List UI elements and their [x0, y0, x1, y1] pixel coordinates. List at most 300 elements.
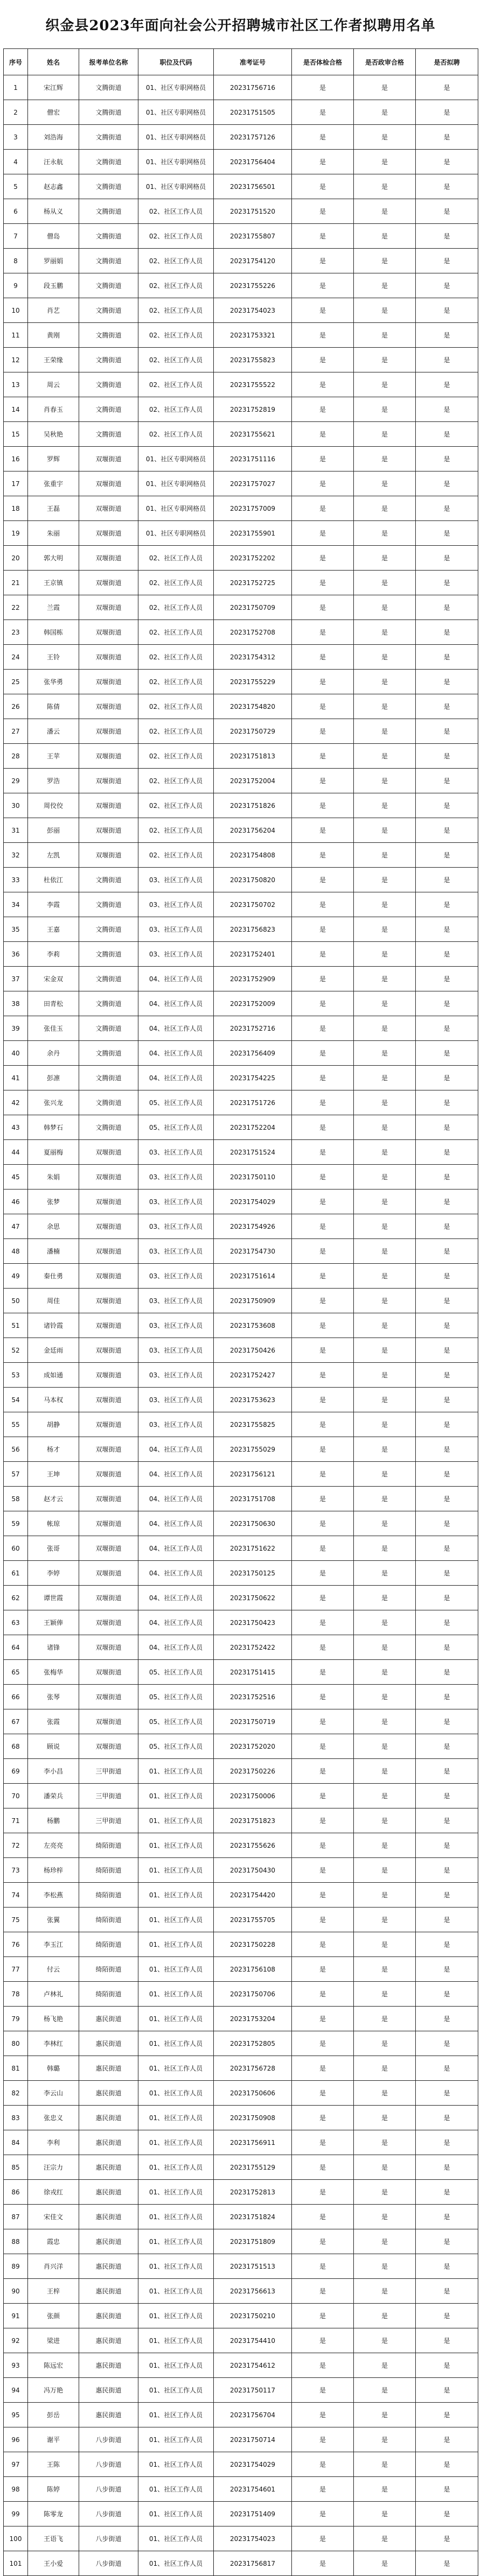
- cell-name: 陈倩: [28, 694, 79, 719]
- cell-political-passed: 是: [354, 1709, 416, 1734]
- cell-political-passed: 是: [354, 793, 416, 818]
- cell-political-passed: 是: [354, 521, 416, 546]
- cell-position: 01、社区工作人员: [138, 2180, 214, 2205]
- cell-to-be-hired: 是: [416, 348, 478, 372]
- cell-position: 02、社区工作人员: [138, 818, 214, 843]
- cell-to-be-hired: 是: [416, 1313, 478, 1338]
- cell-position: 04、社区工作人员: [138, 1066, 214, 1090]
- cell-name: 肖艺: [28, 298, 79, 323]
- cell-index: 66: [4, 1685, 28, 1709]
- cell-index: 82: [4, 2081, 28, 2106]
- cell-to-be-hired: 是: [416, 1957, 478, 1982]
- cell-unit: 双堰街道: [79, 1487, 138, 1511]
- cell-to-be-hired: 是: [416, 1190, 478, 1214]
- cell-exam-number: 20231757009: [214, 496, 292, 521]
- cell-unit: 八步街道: [79, 2502, 138, 2526]
- cell-political-passed: 是: [354, 1635, 416, 1660]
- cell-political-passed: 是: [354, 818, 416, 843]
- cell-medical-passed: 是: [292, 2180, 354, 2205]
- cell-medical-passed: 是: [292, 2551, 354, 2576]
- cell-unit: 双堰街道: [79, 1363, 138, 1388]
- table-row: [4, 1709, 478, 1734]
- cell-medical-passed: 是: [292, 1957, 354, 1982]
- cell-index: 31: [4, 818, 28, 843]
- cell-position: 05、社区工作人员: [138, 1660, 214, 1685]
- cell-exam-number: 20231755626: [214, 1833, 292, 1858]
- cell-exam-number: 20231752813: [214, 2180, 292, 2205]
- cell-position: 04、社区工作人员: [138, 967, 214, 991]
- cell-political-passed: 是: [354, 2551, 416, 2576]
- cell-political-passed: 是: [354, 100, 416, 125]
- cell-exam-number: 20231751622: [214, 1536, 292, 1561]
- cell-political-passed: 是: [354, 1214, 416, 1239]
- cell-medical-passed: 是: [292, 2205, 354, 2229]
- cell-unit: 文腾街道: [79, 273, 138, 298]
- cell-index: 59: [4, 1511, 28, 1536]
- cell-index: 33: [4, 868, 28, 892]
- cell-exam-number: 20231756817: [214, 2551, 292, 2576]
- cell-political-passed: 是: [354, 571, 416, 595]
- header-political-passed: 是否政审合格: [354, 49, 416, 75]
- cell-medical-passed: 是: [292, 1289, 354, 1313]
- cell-to-be-hired: 是: [416, 1709, 478, 1734]
- cell-political-passed: 是: [354, 843, 416, 868]
- cell-position: 01、社区工作人员: [138, 2106, 214, 2130]
- cell-exam-number: 20231756823: [214, 917, 292, 942]
- cell-unit: 惠民街道: [79, 2130, 138, 2155]
- cell-name: 左亮亮: [28, 1833, 79, 1858]
- cell-political-passed: 是: [354, 2353, 416, 2378]
- cell-index: 46: [4, 1190, 28, 1214]
- cell-medical-passed: 是: [292, 1214, 354, 1239]
- cell-name: 吴秋艳: [28, 422, 79, 447]
- table-row: [4, 75, 478, 100]
- cell-name: 胡静: [28, 1412, 79, 1437]
- cell-medical-passed: 是: [292, 793, 354, 818]
- header-exam-number: 准考证号: [214, 49, 292, 75]
- cell-position: 02、社区工作人员: [138, 670, 214, 694]
- cell-position: 01、社区工作人员: [138, 2155, 214, 2180]
- cell-name: 王陈: [28, 2452, 79, 2477]
- cell-unit: 双堰街道: [79, 1586, 138, 1610]
- cell-political-passed: 是: [354, 1388, 416, 1412]
- cell-index: 41: [4, 1066, 28, 1090]
- cell-exam-number: 20231750117: [214, 2378, 292, 2403]
- cell-name: 罗辉: [28, 447, 79, 471]
- cell-exam-number: 20231751415: [214, 1660, 292, 1685]
- table-row: [4, 1734, 478, 1759]
- table-row: [4, 100, 478, 125]
- cell-unit: 双堰街道: [79, 1165, 138, 1190]
- table-row: [4, 1115, 478, 1140]
- cell-to-be-hired: 是: [416, 1883, 478, 1908]
- cell-to-be-hired: 是: [416, 694, 478, 719]
- cell-name: 韩梦石: [28, 1115, 79, 1140]
- cell-name: 潘云: [28, 719, 79, 744]
- cell-exam-number: 20231754612: [214, 2353, 292, 2378]
- cell-index: 7: [4, 224, 28, 249]
- table-header-row: [4, 49, 478, 75]
- table-row: [4, 174, 478, 199]
- cell-political-passed: 是: [354, 2056, 416, 2081]
- cell-name: 张兴龙: [28, 1090, 79, 1115]
- hiring-list-table: [3, 48, 478, 2576]
- cell-to-be-hired: 是: [416, 1115, 478, 1140]
- cell-exam-number: 20231754029: [214, 2452, 292, 2477]
- cell-exam-number: 20231753204: [214, 2007, 292, 2031]
- cell-unit: 文腾街道: [79, 1041, 138, 1066]
- cell-to-be-hired: 是: [416, 298, 478, 323]
- cell-to-be-hired: 是: [416, 1685, 478, 1709]
- cell-unit: 双堰街道: [79, 1289, 138, 1313]
- cell-index: 78: [4, 1982, 28, 2007]
- cell-unit: 文腾街道: [79, 150, 138, 174]
- table-row: [4, 571, 478, 595]
- cell-political-passed: 是: [354, 1908, 416, 1932]
- cell-index: 71: [4, 1808, 28, 1833]
- cell-name: 李玉江: [28, 1932, 79, 1957]
- cell-to-be-hired: 是: [416, 249, 478, 273]
- cell-to-be-hired: 是: [416, 150, 478, 174]
- cell-position: 02、社区工作人员: [138, 397, 214, 422]
- cell-medical-passed: 是: [292, 1635, 354, 1660]
- cell-to-be-hired: 是: [416, 818, 478, 843]
- table-row: [4, 1759, 478, 1784]
- cell-unit: 文腾街道: [79, 174, 138, 199]
- cell-position: 03、社区工作人员: [138, 1313, 214, 1338]
- cell-to-be-hired: 是: [416, 2328, 478, 2353]
- cell-medical-passed: 是: [292, 1833, 354, 1858]
- cell-position: 05、社区工作人员: [138, 1734, 214, 1759]
- cell-medical-passed: 是: [292, 2130, 354, 2155]
- cell-name: 周佳: [28, 1289, 79, 1313]
- cell-to-be-hired: 是: [416, 2304, 478, 2328]
- cell-index: 56: [4, 1437, 28, 1462]
- cell-position: 03、社区工作人员: [138, 892, 214, 917]
- cell-index: 18: [4, 496, 28, 521]
- cell-unit: 双堰街道: [79, 1536, 138, 1561]
- table-row: [4, 2353, 478, 2378]
- cell-to-be-hired: 是: [416, 2106, 478, 2130]
- cell-exam-number: 20231755825: [214, 1412, 292, 1437]
- cell-unit: 文腾街道: [79, 1115, 138, 1140]
- cell-unit: 双堰街道: [79, 1412, 138, 1437]
- cell-position: 01、社区工作人员: [138, 2007, 214, 2031]
- cell-exam-number: 20231752427: [214, 1363, 292, 1388]
- cell-medical-passed: 是: [292, 2081, 354, 2106]
- cell-political-passed: 是: [354, 942, 416, 967]
- cell-political-passed: 是: [354, 1462, 416, 1487]
- cell-medical-passed: 是: [292, 2304, 354, 2328]
- cell-index: 70: [4, 1784, 28, 1808]
- cell-position: 01、社区工作人员: [138, 2205, 214, 2229]
- cell-exam-number: 20231755621: [214, 422, 292, 447]
- cell-exam-number: 20231754023: [214, 2526, 292, 2551]
- cell-name: 李云山: [28, 2081, 79, 2106]
- cell-position: 03、社区工作人员: [138, 1190, 214, 1214]
- cell-name: 潘楠: [28, 1239, 79, 1264]
- cell-name: 赵志鑫: [28, 174, 79, 199]
- cell-index: 64: [4, 1635, 28, 1660]
- cell-name: 陈零龙: [28, 2502, 79, 2526]
- cell-medical-passed: 是: [292, 620, 354, 645]
- cell-medical-passed: 是: [292, 224, 354, 249]
- cell-name: 李莉: [28, 942, 79, 967]
- cell-index: 69: [4, 1759, 28, 1784]
- cell-medical-passed: 是: [292, 2526, 354, 2551]
- cell-medical-passed: 是: [292, 1016, 354, 1041]
- cell-unit: 双堰街道: [79, 1437, 138, 1462]
- cell-unit: 双堰街道: [79, 1610, 138, 1635]
- cell-exam-number: 20231754225: [214, 1066, 292, 1090]
- cell-unit: 双堰街道: [79, 1685, 138, 1709]
- cell-index: 94: [4, 2378, 28, 2403]
- cell-to-be-hired: 是: [416, 372, 478, 397]
- cell-index: 21: [4, 571, 28, 595]
- cell-name: 李林红: [28, 2031, 79, 2056]
- cell-exam-number: 20231750719: [214, 1709, 292, 1734]
- cell-name: 汪宗力: [28, 2155, 79, 2180]
- cell-political-passed: 是: [354, 1511, 416, 1536]
- cell-name: 张颜: [28, 2304, 79, 2328]
- table-row: [4, 2155, 478, 2180]
- cell-unit: 双堰街道: [79, 694, 138, 719]
- cell-position: 01、社区工作人员: [138, 1932, 214, 1957]
- cell-position: 04、社区工作人员: [138, 1462, 214, 1487]
- cell-medical-passed: 是: [292, 1908, 354, 1932]
- cell-name: 马本权: [28, 1388, 79, 1412]
- cell-position: 04、社区工作人员: [138, 1561, 214, 1586]
- cell-political-passed: 是: [354, 1759, 416, 1784]
- cell-to-be-hired: 是: [416, 273, 478, 298]
- table-row: [4, 2130, 478, 2155]
- cell-to-be-hired: 是: [416, 1511, 478, 1536]
- cell-political-passed: 是: [354, 1561, 416, 1586]
- cell-position: 03、社区工作人员: [138, 1264, 214, 1289]
- cell-exam-number: 20231755522: [214, 372, 292, 397]
- table-row: [4, 2205, 478, 2229]
- cell-unit: 惠民街道: [79, 2279, 138, 2304]
- table-row: [4, 1016, 478, 1041]
- cell-name: 韩国栋: [28, 620, 79, 645]
- cell-unit: 文腾街道: [79, 892, 138, 917]
- cell-index: 80: [4, 2031, 28, 2056]
- cell-position: 02、社区工作人员: [138, 843, 214, 868]
- cell-medical-passed: 是: [292, 2007, 354, 2031]
- cell-exam-number: 20231754120: [214, 249, 292, 273]
- cell-medical-passed: 是: [292, 744, 354, 769]
- cell-unit: 惠民街道: [79, 2304, 138, 2328]
- cell-medical-passed: 是: [292, 1858, 354, 1883]
- cell-position: 03、社区工作人员: [138, 1165, 214, 1190]
- cell-index: 5: [4, 174, 28, 199]
- cell-name: 余思: [28, 1214, 79, 1239]
- cell-position: 02、社区工作人员: [138, 348, 214, 372]
- cell-unit: 双堰街道: [79, 1388, 138, 1412]
- cell-to-be-hired: 是: [416, 199, 478, 224]
- cell-political-passed: 是: [354, 2007, 416, 2031]
- table-row: [4, 1388, 478, 1412]
- cell-medical-passed: 是: [292, 2452, 354, 2477]
- table-row: [4, 769, 478, 793]
- cell-name: 周云: [28, 372, 79, 397]
- cell-exam-number: 20231755705: [214, 1908, 292, 1932]
- cell-medical-passed: 是: [292, 1610, 354, 1635]
- cell-to-be-hired: 是: [416, 1338, 478, 1363]
- cell-index: 47: [4, 1214, 28, 1239]
- table-row: [4, 1685, 478, 1709]
- cell-index: 8: [4, 249, 28, 273]
- cell-position: 01、社区专职网格员: [138, 521, 214, 546]
- cell-position: 02、社区工作人员: [138, 793, 214, 818]
- cell-medical-passed: 是: [292, 2254, 354, 2279]
- cell-exam-number: 20231750622: [214, 1586, 292, 1610]
- table-body: [4, 75, 478, 2576]
- cell-political-passed: 是: [354, 2106, 416, 2130]
- cell-name: 李松燕: [28, 1883, 79, 1908]
- cell-medical-passed: 是: [292, 2056, 354, 2081]
- cell-exam-number: 20231754601: [214, 2477, 292, 2502]
- cell-position: 01、社区工作人员: [138, 2229, 214, 2254]
- cell-unit: 三甲街道: [79, 1784, 138, 1808]
- cell-unit: 文腾街道: [79, 125, 138, 150]
- cell-name: 张华勇: [28, 670, 79, 694]
- table-row: [4, 2031, 478, 2056]
- cell-political-passed: 是: [354, 2427, 416, 2452]
- table-row: [4, 1140, 478, 1165]
- cell-position: 01、社区工作人员: [138, 2526, 214, 2551]
- cell-to-be-hired: 是: [416, 125, 478, 150]
- cell-medical-passed: 是: [292, 1338, 354, 1363]
- cell-exam-number: 20231756204: [214, 818, 292, 843]
- cell-to-be-hired: 是: [416, 2279, 478, 2304]
- cell-to-be-hired: 是: [416, 2378, 478, 2403]
- table-row: [4, 818, 478, 843]
- cell-name: 谢平: [28, 2427, 79, 2452]
- table-row: [4, 843, 478, 868]
- cell-to-be-hired: 是: [416, 2081, 478, 2106]
- cell-political-passed: 是: [354, 967, 416, 991]
- cell-name: 朱娟: [28, 1165, 79, 1190]
- cell-unit: 双堰街道: [79, 1734, 138, 1759]
- cell-medical-passed: 是: [292, 2328, 354, 2353]
- cell-index: 100: [4, 2526, 28, 2551]
- cell-exam-number: 20231755226: [214, 273, 292, 298]
- table-row: [4, 1561, 478, 1586]
- cell-index: 25: [4, 670, 28, 694]
- cell-name: 汪永航: [28, 150, 79, 174]
- cell-index: 74: [4, 1883, 28, 1908]
- cell-exam-number: 20231750423: [214, 1610, 292, 1635]
- cell-unit: 双堰街道: [79, 496, 138, 521]
- cell-exam-number: 20231751813: [214, 744, 292, 769]
- cell-name: 段玉鹏: [28, 273, 79, 298]
- cell-exam-number: 20231752009: [214, 991, 292, 1016]
- cell-position: 01、社区专职网格员: [138, 471, 214, 496]
- cell-unit: 双堰街道: [79, 1561, 138, 1586]
- cell-political-passed: 是: [354, 2328, 416, 2353]
- cell-position: 02、社区工作人员: [138, 224, 214, 249]
- cell-medical-passed: 是: [292, 1586, 354, 1610]
- cell-unit: 惠民街道: [79, 2353, 138, 2378]
- table-row: [4, 546, 478, 571]
- cell-index: 75: [4, 1908, 28, 1932]
- cell-exam-number: 20231750228: [214, 1932, 292, 1957]
- cell-medical-passed: 是: [292, 1363, 354, 1388]
- cell-to-be-hired: 是: [416, 100, 478, 125]
- cell-medical-passed: 是: [292, 719, 354, 744]
- cell-to-be-hired: 是: [416, 917, 478, 942]
- cell-index: 93: [4, 2353, 28, 2378]
- cell-index: 14: [4, 397, 28, 422]
- cell-name: 卢林礼: [28, 1982, 79, 2007]
- cell-position: 01、社区工作人员: [138, 2081, 214, 2106]
- cell-to-be-hired: 是: [416, 719, 478, 744]
- cell-unit: 惠民街道: [79, 2106, 138, 2130]
- cell-exam-number: 20231752202: [214, 546, 292, 571]
- table-row: [4, 694, 478, 719]
- cell-political-passed: 是: [354, 2254, 416, 2279]
- cell-name: 宋佳文: [28, 2205, 79, 2229]
- cell-unit: 文腾街道: [79, 75, 138, 100]
- cell-to-be-hired: 是: [416, 1808, 478, 1833]
- cell-unit: 惠民街道: [79, 2378, 138, 2403]
- cell-exam-number: 20231752725: [214, 571, 292, 595]
- cell-position: 05、社区工作人员: [138, 1709, 214, 1734]
- cell-index: 81: [4, 2056, 28, 2081]
- cell-exam-number: 20231754029: [214, 1190, 292, 1214]
- cell-medical-passed: 是: [292, 1660, 354, 1685]
- cell-name: 宋金双: [28, 967, 79, 991]
- cell-medical-passed: 是: [292, 397, 354, 422]
- cell-unit: 绮陌街道: [79, 1982, 138, 2007]
- table-row: [4, 1833, 478, 1858]
- cell-exam-number: 20231752020: [214, 1734, 292, 1759]
- cell-index: 35: [4, 917, 28, 942]
- cell-to-be-hired: 是: [416, 1090, 478, 1115]
- cell-index: 42: [4, 1090, 28, 1115]
- cell-name: 金廷雨: [28, 1338, 79, 1363]
- table-row: [4, 2007, 478, 2031]
- cell-exam-number: 20231752401: [214, 942, 292, 967]
- cell-unit: 惠民街道: [79, 2180, 138, 2205]
- cell-position: 01、社区工作人员: [138, 2279, 214, 2304]
- cell-unit: 双堰街道: [79, 1462, 138, 1487]
- cell-position: 01、社区工作人员: [138, 1759, 214, 1784]
- cell-index: 6: [4, 199, 28, 224]
- cell-index: 28: [4, 744, 28, 769]
- cell-political-passed: 是: [354, 1090, 416, 1115]
- cell-position: 05、社区工作人员: [138, 1115, 214, 1140]
- cell-name: 兰霞: [28, 595, 79, 620]
- cell-name: 杨鹏: [28, 1808, 79, 1833]
- cell-position: 04、社区工作人员: [138, 1041, 214, 1066]
- cell-political-passed: 是: [354, 2031, 416, 2056]
- cell-exam-number: 20231751409: [214, 2502, 292, 2526]
- cell-index: 43: [4, 1115, 28, 1140]
- cell-exam-number: 20231750714: [214, 2427, 292, 2452]
- cell-exam-number: 20231754730: [214, 1239, 292, 1264]
- cell-exam-number: 20231751726: [214, 1090, 292, 1115]
- cell-position: 02、社区工作人员: [138, 199, 214, 224]
- cell-to-be-hired: 是: [416, 1066, 478, 1090]
- cell-medical-passed: 是: [292, 991, 354, 1016]
- cell-to-be-hired: 是: [416, 1784, 478, 1808]
- cell-unit: 八步街道: [79, 2427, 138, 2452]
- table-row: [4, 892, 478, 917]
- cell-position: 04、社区工作人员: [138, 991, 214, 1016]
- cell-exam-number: 20231755901: [214, 521, 292, 546]
